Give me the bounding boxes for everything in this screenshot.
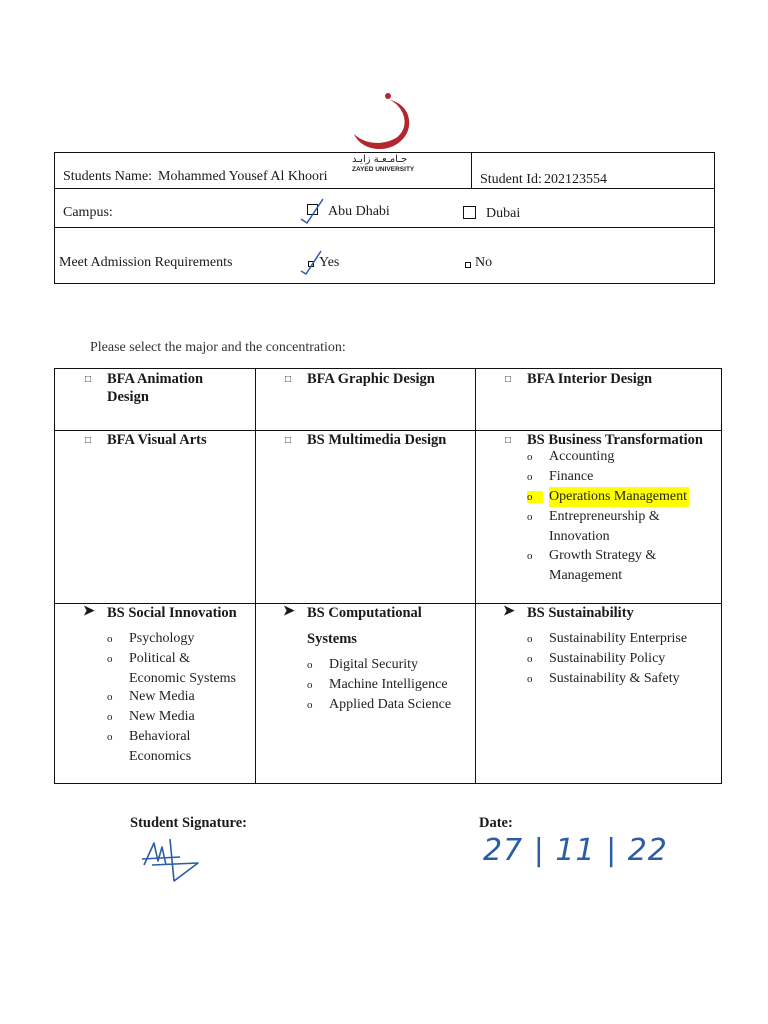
- major-bfa-interior-design: BFA Interior Design: [527, 371, 653, 387]
- major-bs-multimedia-design: BS Multimedia Design: [307, 432, 447, 448]
- concentration-new-media-2[interactable]: New Media: [129, 709, 195, 724]
- major-bfa-animation: BFA Animation: [107, 371, 204, 387]
- major-bs-computational-line2: Systems: [307, 631, 357, 647]
- admission-no-label: No: [475, 255, 493, 270]
- major-bs-computational: BS Computational: [307, 605, 422, 621]
- concentration-finance[interactable]: Finance: [549, 469, 594, 484]
- concentration-applied-data-science[interactable]: Applied Data Science: [329, 697, 452, 712]
- bullet-icon: o: [307, 659, 313, 671]
- arrow-bullet-icon: ➤: [83, 604, 95, 619]
- date-label: Date:: [479, 815, 513, 831]
- concentration-sustainability-safety[interactable]: Sustainability & Safety: [549, 671, 680, 686]
- concentration-entrepreneurship[interactable]: Entrepreneurship &: [549, 509, 660, 524]
- student-name-value: Mohammed Yousef Al Khoori: [158, 169, 328, 184]
- concentration-operations-management[interactable]: Operations Management: [549, 487, 689, 507]
- logo-arc-icon: [350, 88, 430, 158]
- concentration-digital-security[interactable]: Digital Security: [329, 657, 419, 672]
- concentration-machine-intelligence[interactable]: Machine Intelligence: [329, 677, 448, 692]
- campus-dubai-label: Dubai: [486, 206, 521, 221]
- concentration-accounting[interactable]: Accounting: [549, 449, 615, 464]
- major-bfa-graphic-design: BFA Graphic Design: [307, 371, 435, 387]
- major-bs-sustainability: BS Sustainability: [527, 605, 634, 621]
- student-signature-label: Student Signature:: [130, 815, 247, 831]
- bullet-icon: o: [527, 550, 533, 562]
- bullet-icon: o: [307, 679, 313, 691]
- admission-label: Meet Admission Requirements: [59, 255, 233, 270]
- admission-yes-label: Yes: [319, 255, 340, 270]
- bullet-icon: o: [107, 731, 113, 743]
- major-bfa-animation-line2: Design: [107, 389, 149, 405]
- concentration-entrepreneurship-line2: Innovation: [549, 529, 610, 544]
- student-id-value: 202123554: [544, 172, 607, 187]
- concentration-political[interactable]: Political &: [129, 651, 191, 666]
- bullet-icon: o: [527, 471, 533, 483]
- campus-dubai-checkbox[interactable]: [463, 206, 476, 219]
- concentration-behavioral-line2: Economics: [129, 749, 192, 764]
- arrow-bullet-icon: ➤: [283, 604, 295, 619]
- major-prompt: Please select the major and the concentration:: [90, 340, 346, 355]
- checkbox-icon[interactable]: □: [505, 435, 512, 446]
- campus-abu-dhabi-label: Abu Dhabi: [328, 204, 390, 219]
- logo-arabic-text: جـامـعـة زايـد: [352, 154, 408, 165]
- concentration-sustainability-enterprise[interactable]: Sustainability Enterprise: [549, 631, 688, 646]
- checkbox-icon[interactable]: □: [85, 374, 92, 385]
- bullet-icon: o: [527, 633, 533, 645]
- majors-table: [54, 368, 722, 784]
- checkbox-icon[interactable]: □: [85, 435, 92, 446]
- major-bs-social-innovation: BS Social Innovation: [107, 605, 237, 621]
- bullet-icon: o: [527, 511, 533, 523]
- checkbox-icon[interactable]: □: [505, 374, 512, 385]
- concentration-growth-strategy-line2: Management: [549, 568, 623, 583]
- admission-no-checkbox[interactable]: [465, 262, 471, 268]
- checkmark-icon: [299, 197, 327, 225]
- concentration-growth-strategy[interactable]: Growth Strategy &: [549, 548, 657, 563]
- bullet-icon: o: [107, 711, 113, 723]
- concentration-behavioral[interactable]: Behavioral: [129, 729, 191, 744]
- checkbox-icon[interactable]: □: [285, 374, 292, 385]
- bullet-icon: o: [307, 699, 313, 711]
- major-bfa-visual-arts: BFA Visual Arts: [107, 432, 207, 448]
- student-info-table: [54, 152, 715, 284]
- bullet-icon: o: [107, 653, 113, 665]
- logo-english-text: ZAYED UNIVERSITY: [352, 166, 415, 173]
- handwritten-signature: [140, 835, 204, 889]
- arrow-bullet-icon: ➤: [503, 604, 515, 619]
- bullet-icon: o: [527, 673, 533, 685]
- checkbox-icon[interactable]: □: [285, 435, 292, 446]
- concentration-political-line2: Economic Systems: [129, 671, 236, 686]
- concentration-psychology[interactable]: Psychology: [129, 631, 195, 646]
- campus-label: Campus:: [63, 205, 113, 220]
- bullet-icon: o: [527, 451, 533, 463]
- student-name-label: Students Name:: [63, 169, 153, 184]
- bullet-icon: o: [107, 633, 113, 645]
- bullet-icon: o: [527, 653, 533, 665]
- concentration-sustainability-policy[interactable]: Sustainability Policy: [549, 651, 666, 666]
- concentration-new-media[interactable]: New Media: [129, 689, 195, 704]
- handwritten-date: 27 | 11 | 22: [483, 833, 668, 868]
- bullet-icon: o: [107, 691, 113, 703]
- major-bs-business-transformation: BS Business Transformation: [527, 432, 703, 448]
- bullet-icon: o: [527, 491, 543, 503]
- student-id-label: Student Id:: [480, 172, 542, 187]
